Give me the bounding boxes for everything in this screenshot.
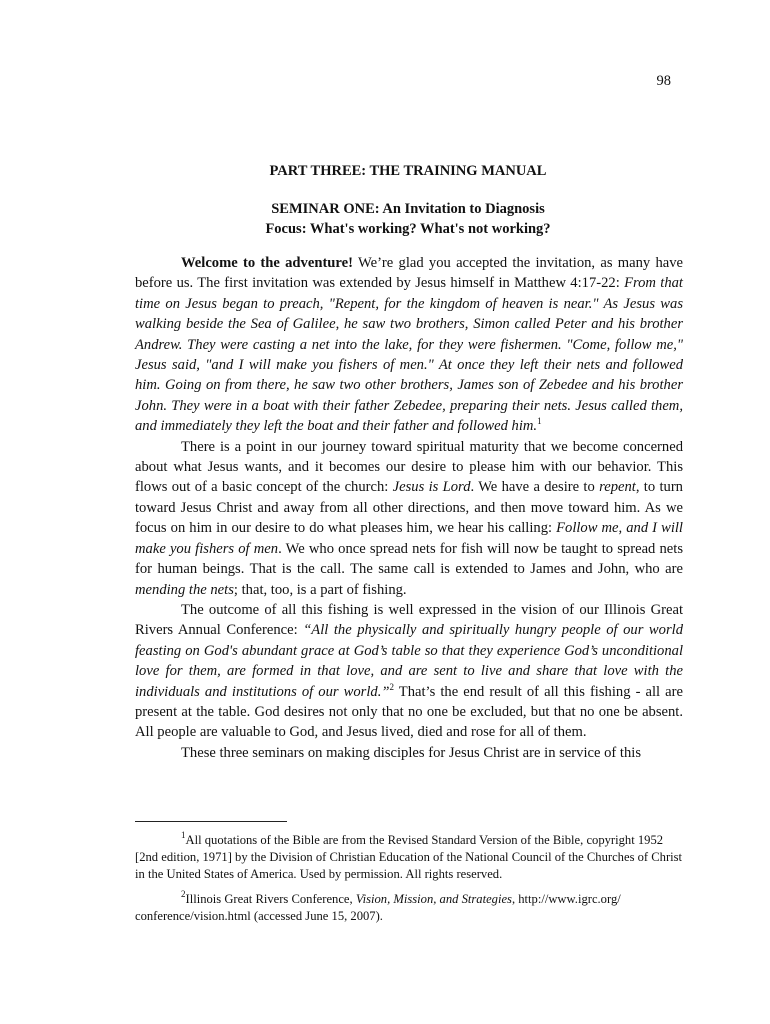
p2-c: , to turn toward Jesus Christ and away from all other directions, and then move toward him. As we focus on him in our desire to do what pleases him, we hear his calling: [135, 479, 683, 537]
p2-i1: Jesus is Lord [392, 479, 471, 496]
paragraph-2 [135, 437, 683, 600]
p2-i2: repent [599, 479, 636, 496]
page-number: 98 [656, 73, 671, 89]
p3-a: The outcome of all this fishing is well expressed in the vision of our Illinois Great Rivers Annual Conference: [135, 601, 683, 639]
paragraph-4: These three seminars on making disciples for Jesus Christ are in service of this [181, 744, 641, 761]
p3-b: That’s the end result of all this fishing - all are present at the table. God desires not only that no one be excluded, but that no one be absent. All people are valuable to God, and Jesus lived, died and rose for all of them. [135, 683, 683, 741]
p1-text: We’re glad you accepted the invitation, as many have before us. The first invitation was extended by Jesus himself in Matthew 4:17-22: [135, 255, 683, 292]
seminar-title: SEMINAR ONE: An Invitation to Diagnosis [271, 201, 545, 217]
footnote-2-a: Illinois Great Rivers Conference, [185, 892, 356, 906]
footnote-mark-2: 2 [181, 889, 186, 899]
vision-quote: “All the physically and spiritually hungry people of our world feasting on God's abundant grace at God’s table so that they experience God’s unconditional love for them, are formed in that love, and are sent to live and share that love with the individuals and institutions of our world.” [135, 622, 683, 700]
seminar-heading-block [0, 199, 770, 239]
p2-i3: Follow me, and I will make you fishers of men [135, 520, 683, 557]
footnote-1 [135, 832, 683, 883]
seminar-focus: Focus: What's working? What's not working? [265, 221, 551, 237]
p2-i4: mending the nets [135, 581, 234, 598]
body-text [135, 253, 683, 763]
paragraph-3 [135, 600, 683, 743]
footnote-2-title: Vision, Mission, and Strategies [355, 892, 512, 906]
p2-e: ; that, too, is a part of fishing. [233, 581, 407, 598]
footnote-mark-1: 1 [181, 830, 186, 840]
part-heading: PART THREE: THE TRAINING MANUAL [269, 163, 547, 179]
footnote-ref-1[interactable]: 1 [537, 416, 542, 427]
p2-d: . We who once spread nets for fish will now be taught to spread nets for human beings. That is the call. The same call is extended to James and John, who are [135, 540, 684, 578]
paragraph-1 [135, 253, 683, 437]
footnote-ref-2[interactable]: 2 [389, 681, 394, 692]
p2-a: There is a point in our journey toward spiritual maturity that we become concerned about what Jesus wants, and it becomes our desire to please him with our behavior. This flows out of a basic concept of the church: [135, 438, 683, 496]
footnotes [135, 832, 683, 933]
footnote-2-b[interactable]: , http://www.igrc.org/ conference/vision.html (accessed June 15, 2007). [135, 892, 621, 923]
scripture-quote: From that time on Jesus began to preach, "Repent, for the kingdom of heaven is near." As Jesus was walking beside the Sea of Galilee, he saw two brothers, Simon called Peter and his brother Andrew. They were casting a net into the lake, for they were fishermen. "Come, follow me," Jesus said, "and I will make you fishers of men." At once they left their nets and followed him. Going on from there, he saw two other brothers, James son of Zebedee and his brother John. They were in a boat with their father Zebedee, preparing their nets. Jesus called them, and immediately they left the boat and their father and followed him. [135, 275, 683, 435]
welcome-bold: Welcome to the adventure! [181, 255, 353, 271]
p2-b: . We have a desire to [470, 479, 600, 496]
footnote-1-text: All quotations of the Bible are from the Revised Standard Version of the Bible, copyright 1952 [2nd edition, 1971] by the Division of Christian Education of the National Council of the Churches of Christ in the United States of America. Used by permission. All rights reserved. [135, 833, 683, 881]
footnote-divider [135, 821, 287, 822]
footnote-2 [135, 891, 683, 925]
